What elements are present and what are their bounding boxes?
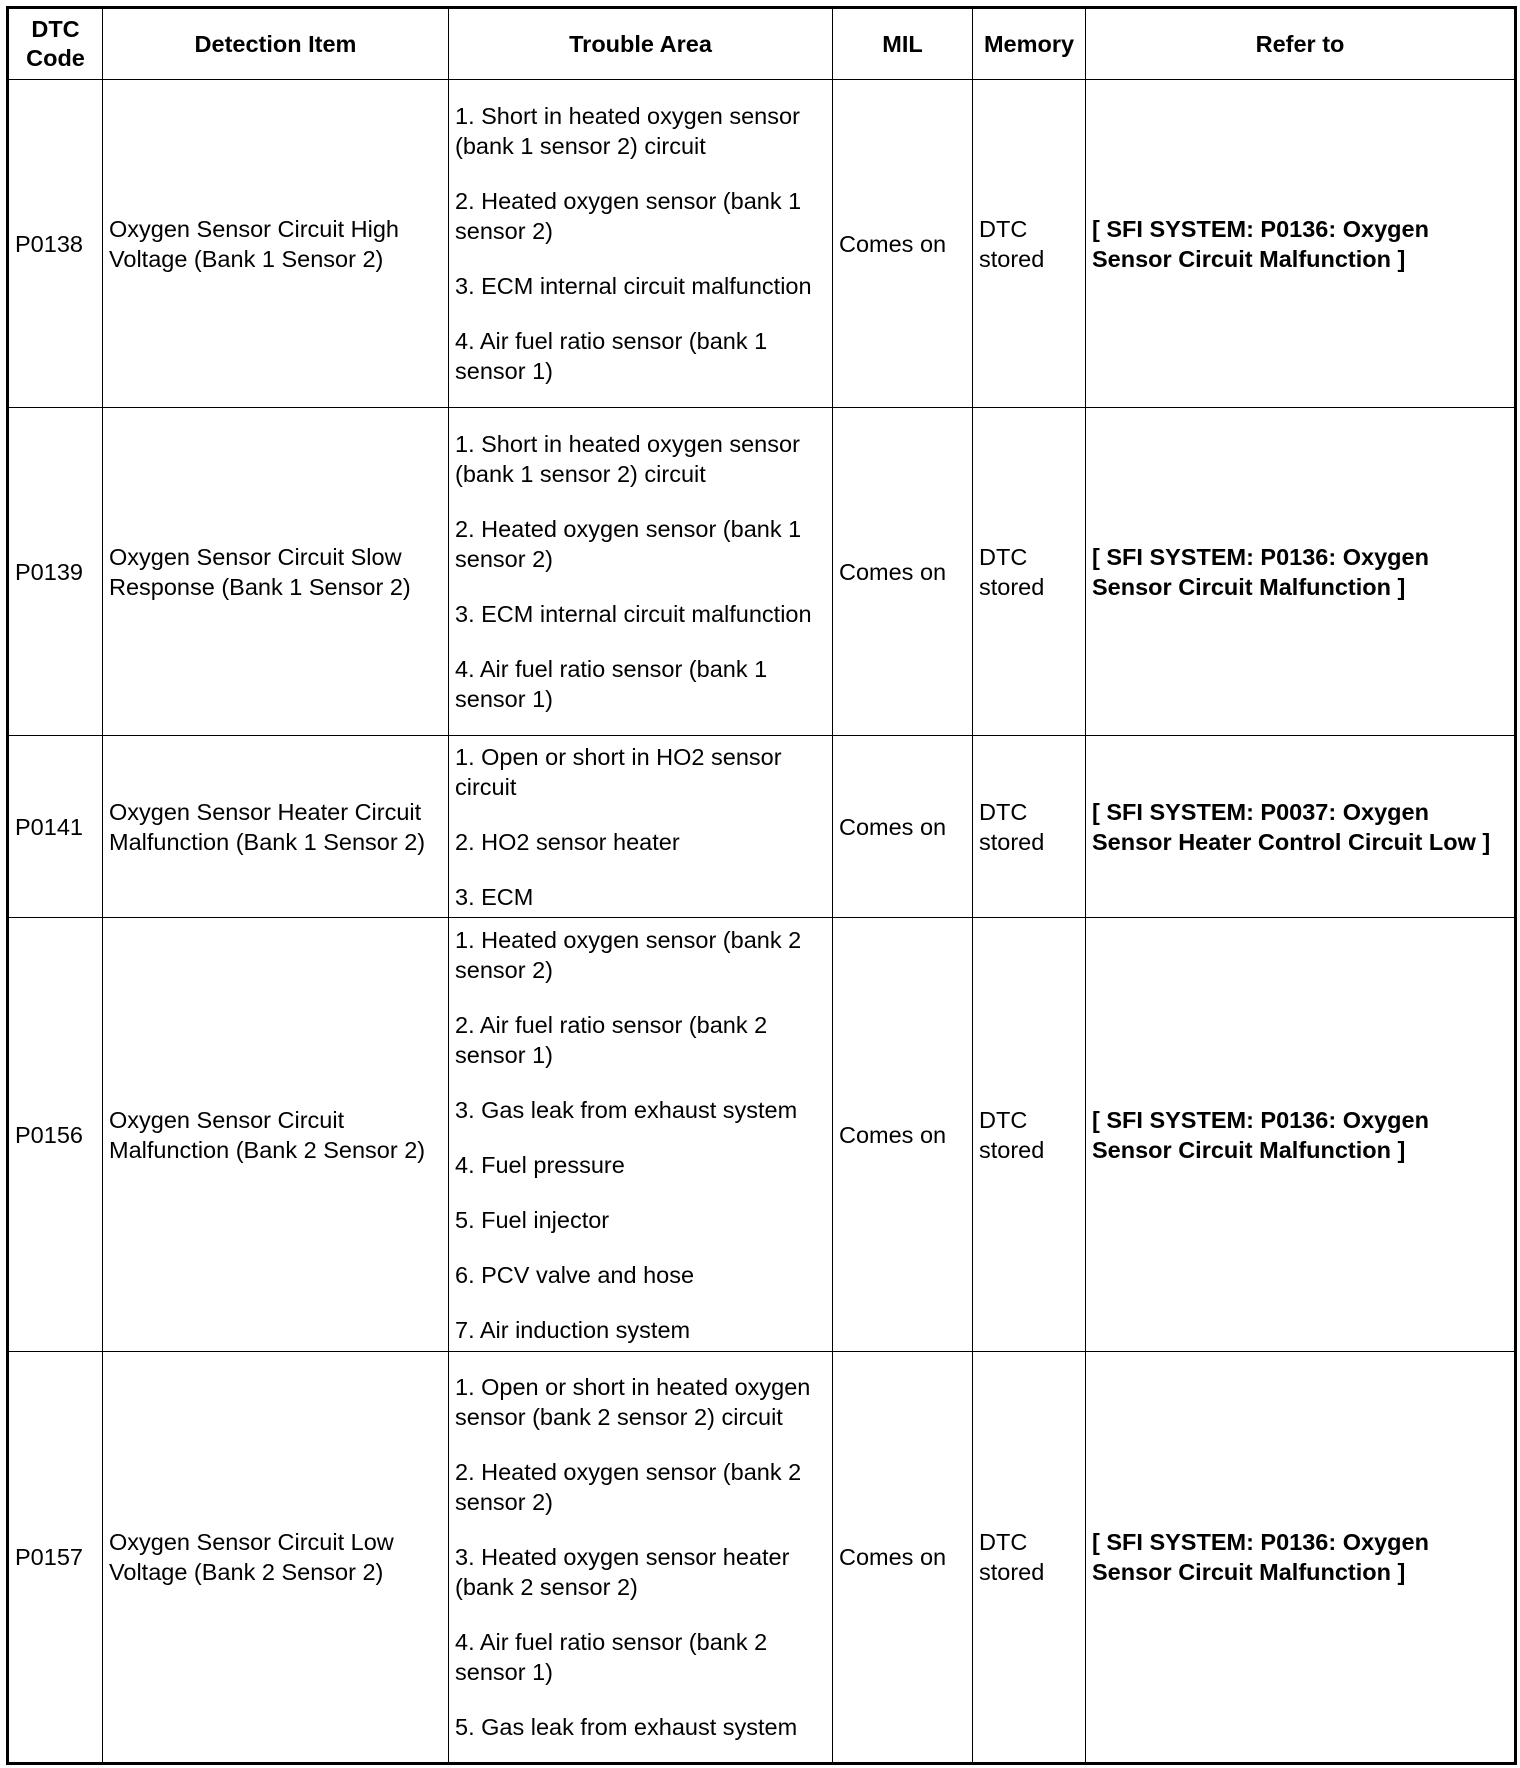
- cell-detection-item: Oxygen Sensor Circuit Low Voltage (Bank 2 Sensor 2): [103, 1352, 449, 1764]
- dtc-table: [6, 6, 1517, 1765]
- cell-trouble-area: [449, 1352, 833, 1764]
- cell-trouble-area: [449, 408, 833, 736]
- header-dtc-code: DTC Code: [8, 8, 103, 80]
- trouble-area-item: 3. ECM internal circuit malfunction: [455, 601, 812, 627]
- trouble-area-item: 3. ECM internal circuit malfunction: [455, 273, 812, 299]
- header-mil: MIL: [833, 8, 973, 80]
- cell-detection-item: Oxygen Sensor Circuit Slow Response (Bank 1 Sensor 2): [103, 408, 449, 736]
- trouble-area-item: 7. Air induction system: [455, 1316, 691, 1343]
- trouble-area-item: 2. Heated oxygen sensor (bank 2 sensor 2): [455, 1459, 802, 1515]
- cell-memory: DTC stored: [973, 408, 1086, 736]
- table-header-row: [8, 8, 1516, 80]
- cell-mil: Comes on: [833, 408, 973, 736]
- cell-trouble-area: [449, 918, 833, 1352]
- trouble-area-item: 5. Gas leak from exhaust system: [455, 1714, 798, 1740]
- cell-dtc-code: P0157: [8, 1352, 103, 1764]
- table-row: [8, 80, 1516, 408]
- cell-mil: Comes on: [833, 80, 973, 408]
- trouble-area-item: 5. Fuel injector: [455, 1206, 610, 1233]
- cell-detection-item: Oxygen Sensor Circuit Malfunction (Bank 2 Sensor 2): [103, 918, 449, 1352]
- cell-trouble-area: [449, 736, 833, 918]
- trouble-area-item: 3. Gas leak from exhaust system: [455, 1096, 798, 1123]
- table-row: [8, 408, 1516, 736]
- cell-refer-to: [ SFI SYSTEM: P0037: Oxygen Sensor Heater Control Circuit Low ]: [1086, 736, 1516, 918]
- trouble-area-item: 1. Short in heated oxygen sensor (bank 1 sensor 2) circuit: [455, 431, 800, 487]
- header-refer-to: Refer to: [1086, 8, 1516, 80]
- cell-memory: DTC stored: [973, 80, 1086, 408]
- header-trouble-area: Trouble Area: [449, 8, 833, 80]
- cell-detection-item: Oxygen Sensor Circuit High Voltage (Bank 1 Sensor 2): [103, 80, 449, 408]
- cell-dtc-code: P0156: [8, 918, 103, 1352]
- cell-dtc-code: P0138: [8, 80, 103, 408]
- trouble-area-item: 1. Heated oxygen sensor (bank 2 sensor 2): [455, 926, 802, 983]
- trouble-area-item: 1. Open or short in HO2 sensor circuit: [455, 743, 782, 800]
- trouble-area-item: 2. Heated oxygen sensor (bank 1 sensor 2): [455, 516, 802, 572]
- trouble-area-item: 2. Air fuel ratio sensor (bank 2 sensor 1): [455, 1011, 768, 1068]
- cell-refer-to: [ SFI SYSTEM: P0136: Oxygen Sensor Circuit Malfunction ]: [1086, 1352, 1516, 1764]
- trouble-area-item: 4. Air fuel ratio sensor (bank 1 sensor 1): [455, 328, 768, 384]
- trouble-area-item: 4. Air fuel ratio sensor (bank 2 sensor 1): [455, 1629, 768, 1685]
- table-row: [8, 1352, 1516, 1764]
- header-detection-item: Detection Item: [103, 8, 449, 80]
- cell-memory: DTC stored: [973, 918, 1086, 1352]
- trouble-area-item: 1. Short in heated oxygen sensor (bank 1 sensor 2) circuit: [455, 103, 800, 159]
- trouble-area-item: 4. Air fuel ratio sensor (bank 1 sensor 1): [455, 656, 768, 712]
- cell-refer-to: [ SFI SYSTEM: P0136: Oxygen Sensor Circuit Malfunction ]: [1086, 80, 1516, 408]
- cell-mil: Comes on: [833, 736, 973, 918]
- trouble-area-item: 3. ECM: [455, 883, 534, 910]
- cell-mil: Comes on: [833, 1352, 973, 1764]
- cell-memory: DTC stored: [973, 1352, 1086, 1764]
- cell-refer-to: [ SFI SYSTEM: P0136: Oxygen Sensor Circuit Malfunction ]: [1086, 408, 1516, 736]
- cell-memory: DTC stored: [973, 736, 1086, 918]
- trouble-area-item: 1. Open or short in heated oxygen sensor (bank 2 sensor 2) circuit: [455, 1374, 811, 1430]
- trouble-area-item: 2. Heated oxygen sensor (bank 1 sensor 2): [455, 188, 802, 244]
- cell-refer-to: [ SFI SYSTEM: P0136: Oxygen Sensor Circuit Malfunction ]: [1086, 918, 1516, 1352]
- table-row: [8, 918, 1516, 1352]
- cell-mil: Comes on: [833, 918, 973, 1352]
- cell-detection-item: Oxygen Sensor Heater Circuit Malfunction (Bank 1 Sensor 2): [103, 736, 449, 918]
- trouble-area-item: 6. PCV valve and hose: [455, 1261, 695, 1288]
- cell-dtc-code: P0139: [8, 408, 103, 736]
- trouble-area-item: 4. Fuel pressure: [455, 1151, 625, 1178]
- cell-trouble-area: [449, 80, 833, 408]
- header-memory: Memory: [973, 8, 1086, 80]
- trouble-area-item: 3. Heated oxygen sensor heater (bank 2 sensor 2): [455, 1544, 790, 1600]
- trouble-area-item: 2. HO2 sensor heater: [455, 828, 680, 855]
- table-row: [8, 736, 1516, 918]
- cell-dtc-code: P0141: [8, 736, 103, 918]
